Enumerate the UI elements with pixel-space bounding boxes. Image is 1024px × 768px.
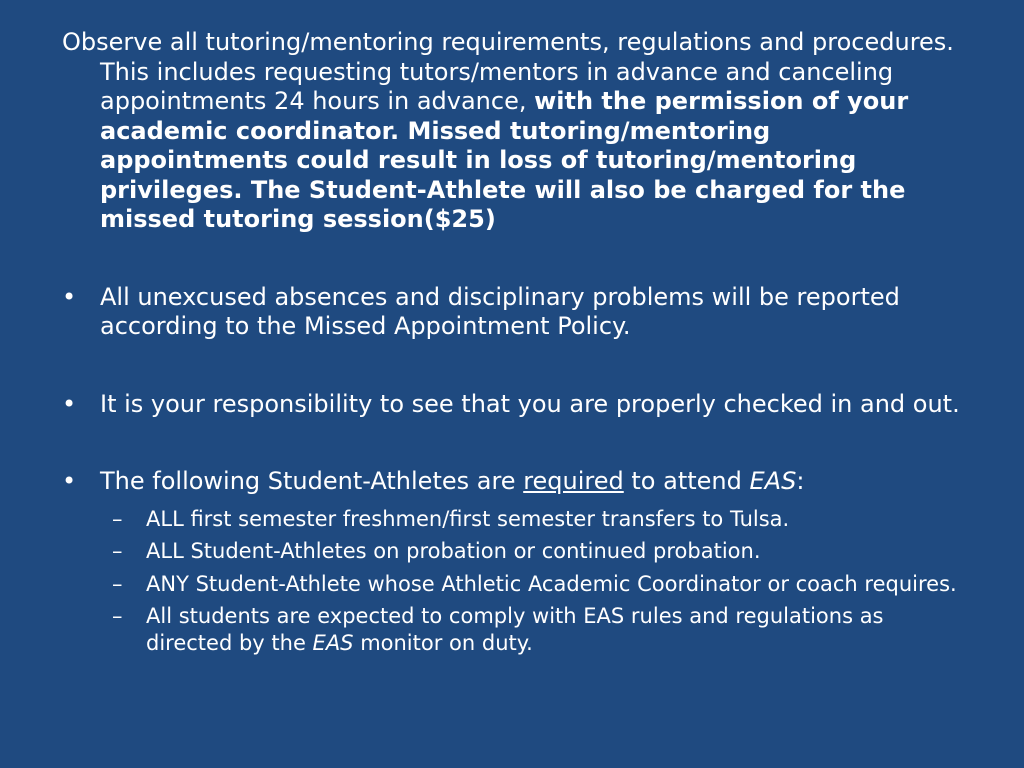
bullet-required-attendance <box>62 467 966 497</box>
eas-italic-text: EAS <box>749 467 797 495</box>
bullet-check-in-out <box>62 390 966 420</box>
bullet-text-middle: to attend <box>623 467 750 495</box>
bullet-marker: • <box>62 467 77 495</box>
dash-marker: – <box>112 571 123 596</box>
intro-text: Observe all tutoring/mentoring requirements, regulations and procedures. This includes requesting tutors/mentors in advance and canceling appointments 24 hours in advance, <box>62 28 954 115</box>
bullet-text: All unexcused absences and disciplinary problems will be reported according to the Missed Appointment Policy. <box>100 282 900 340</box>
subitem-coordinator-requires <box>62 571 966 598</box>
subitem-comply-rules <box>62 603 966 656</box>
bullet-marker: • <box>62 282 77 311</box>
subitem-first-semester <box>62 506 966 533</box>
subitem-probation <box>62 538 966 565</box>
dash-marker: – <box>112 539 123 563</box>
dash-marker: – <box>112 506 123 531</box>
subitem-text: ALL Student-Athletes on probation or continued probation. <box>146 539 761 563</box>
bullet-marker: • <box>62 389 77 418</box>
dash-marker: – <box>112 604 123 628</box>
eas-italic-text: EAS <box>312 630 354 655</box>
subitem-text-end: monitor on duty. <box>353 630 533 655</box>
bullet-text: It is your responsibility to see that you are properly checked in and out. <box>100 389 960 418</box>
intro-bold-text: with the permission of your academic coordinator. Missed tutoring/mentoring appointments could result in loss of tutoring/mentoring privileges. The Student-Athlete will also be charged for the missed tutoring session($25) <box>100 87 909 233</box>
required-underlined-text: required <box>523 467 624 495</box>
subitem-text: ALL first semester freshmen/first semester transfers to Tulsa. <box>146 506 790 531</box>
intro-paragraph <box>62 28 966 235</box>
bullet-text: The following Student-Athletes are <box>100 467 524 495</box>
bullet-unexcused-absences <box>62 283 966 342</box>
subitem-text: All students are expected to comply with EAS rules and regulations as directed by the <box>146 604 884 655</box>
subitem-text: ANY Student-Athlete whose Athletic Academic Coordinator or coach requires. <box>146 571 957 596</box>
bullet-text-end: : <box>796 467 805 495</box>
